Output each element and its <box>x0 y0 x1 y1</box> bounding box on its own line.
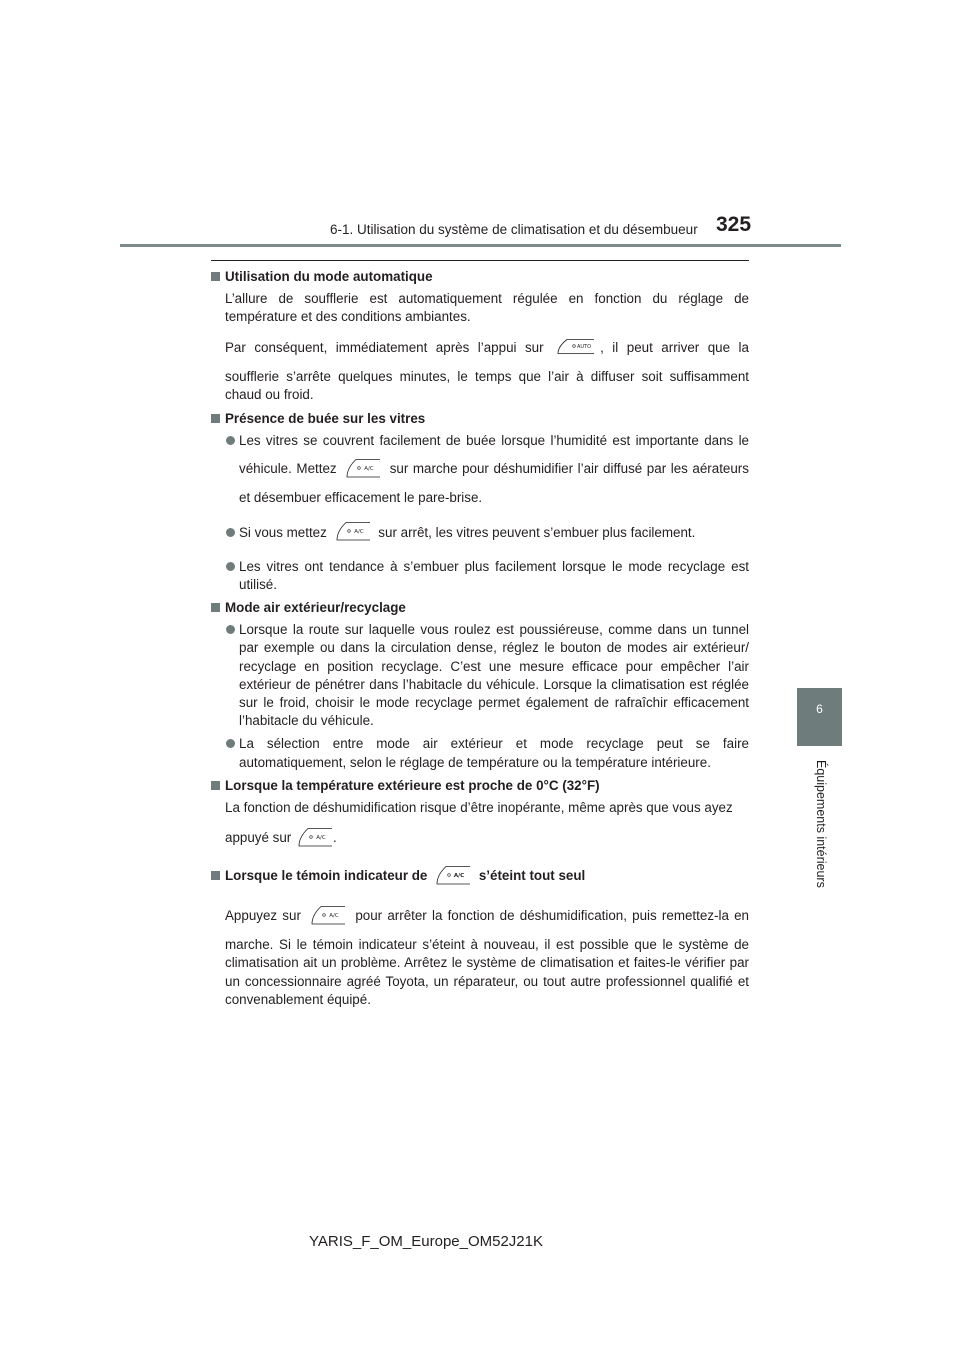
bullet-item: Lorsque la route sur laquelle vous roulez est poussiéreuse, comme dans un tunnel par exemple ou dans la circulation dense, réglez le bouton de modes air extérieur/ recyclage en position recyclage. C’est une mesure efficace pour empêcher l’air extérieur de pénétrer dans l’habitacle du véhicule. Lorsque la climatisation est réglée sur le froid, choisir le mode recyclage permet également de rafraîchir efficacement l’habitacle du véhicule. <box>211 621 749 730</box>
ac-button-icon <box>310 905 346 925</box>
paragraph: Par conséquent, immédiatement après l’appui sur AUTO , il peut arriver que la <box>211 329 749 367</box>
section-rule <box>211 260 749 261</box>
ac-label: A/C <box>329 912 339 919</box>
auto-button-icon <box>556 338 596 355</box>
content <box>211 266 749 1009</box>
section-heading: Mode air extérieur/recyclage <box>211 599 749 617</box>
header-rule <box>120 244 841 247</box>
paragraph: soufflerie s’arrête quelques minutes, le temps que l’air à diffuser soit suffisamment chaud ou froid. <box>225 368 749 402</box>
chapter-tab <box>797 688 842 746</box>
ac-button-icon <box>345 458 381 478</box>
bullet-dot-icon <box>226 562 235 571</box>
ac-label: A/C <box>353 529 364 536</box>
bullet-dot-icon <box>226 528 235 537</box>
bullet-item: Les vitres se couvrent facilement de buée lorsque l’humidité est importante dans le véhicule. Mettez A/C sur marche pour déshumidifier l’air diffusé par les aérateurs et désembuer efficacement le pare-brise. <box>211 432 749 507</box>
bullet-item: Si vous mettez A/C sur arrêt, les vitres peuvent s’embuer plus facilement. <box>211 514 749 552</box>
section-heading: Lorsque le témoin indicateur de A/C s’éteint tout seul <box>211 857 749 895</box>
heading-square-icon <box>211 272 220 281</box>
section-heading: Lorsque la température extérieure est proche de 0°C (32°F) <box>211 777 749 795</box>
heading-square-icon <box>211 603 220 612</box>
page-number: 325 <box>716 213 752 236</box>
ac-button-icon <box>297 827 333 847</box>
chapter-side-label: Équipements intérieurs <box>814 760 828 888</box>
paragraph: L’allure de soufflerie est automatiquement régulée en fonction du réglage de température et des conditions ambiantes. <box>225 291 749 325</box>
bullet-item: Les vitres ont tendance à s’embuer plus facilement lorsque le mode recyclage est utilisé. <box>211 558 749 594</box>
chapter-tab-number: 6 <box>816 702 823 716</box>
ac-label: A/C <box>364 465 374 472</box>
bullet-dot-icon <box>226 625 235 634</box>
heading-square-icon <box>211 871 220 880</box>
ac-button-icon <box>335 521 371 541</box>
section-heading: Utilisation du mode automatique <box>211 268 749 286</box>
bullet-dot-icon <box>226 436 235 445</box>
footer-code: YARIS_F_OM_Europe_OM52J21K <box>309 1233 544 1250</box>
page-header-title: 6-1. Utilisation du système de climatisation et du désembueur <box>330 222 698 237</box>
ac-label: A/C <box>316 834 326 841</box>
ac-label: A/C <box>453 872 465 879</box>
paragraph: marche. Si le témoin indicateur s’éteint à nouveau, il est possible que le système de climatisation ait un problème. Arrêtez le système de climatisation et faites-le vérifier par un concessionnaire agréé Toyota, un réparateur, ou tout autre professionnel qualifié et convenablement équipé. <box>225 937 749 1007</box>
bullet-item: La sélection entre mode air extérieur et mode recyclage peut se faire automatiquement, selon le réglage de température ou la température intérieure. <box>211 735 749 771</box>
heading-square-icon <box>211 781 220 790</box>
auto-label: AUTO <box>577 343 592 350</box>
paragraph: Appuyez sur A/C pour arrêter la fonction de déshumidification, puis remettez-la en <box>211 897 749 935</box>
bullet-dot-icon <box>226 739 235 748</box>
paragraph: appuyé sur A/C . <box>211 819 749 857</box>
ac-button-icon <box>435 865 471 885</box>
section-heading: Présence de buée sur les vitres <box>211 410 749 428</box>
heading-square-icon <box>211 414 220 423</box>
paragraph: La fonction de déshumidification risque d’être inopérante, même après que vous ayez <box>225 800 733 816</box>
